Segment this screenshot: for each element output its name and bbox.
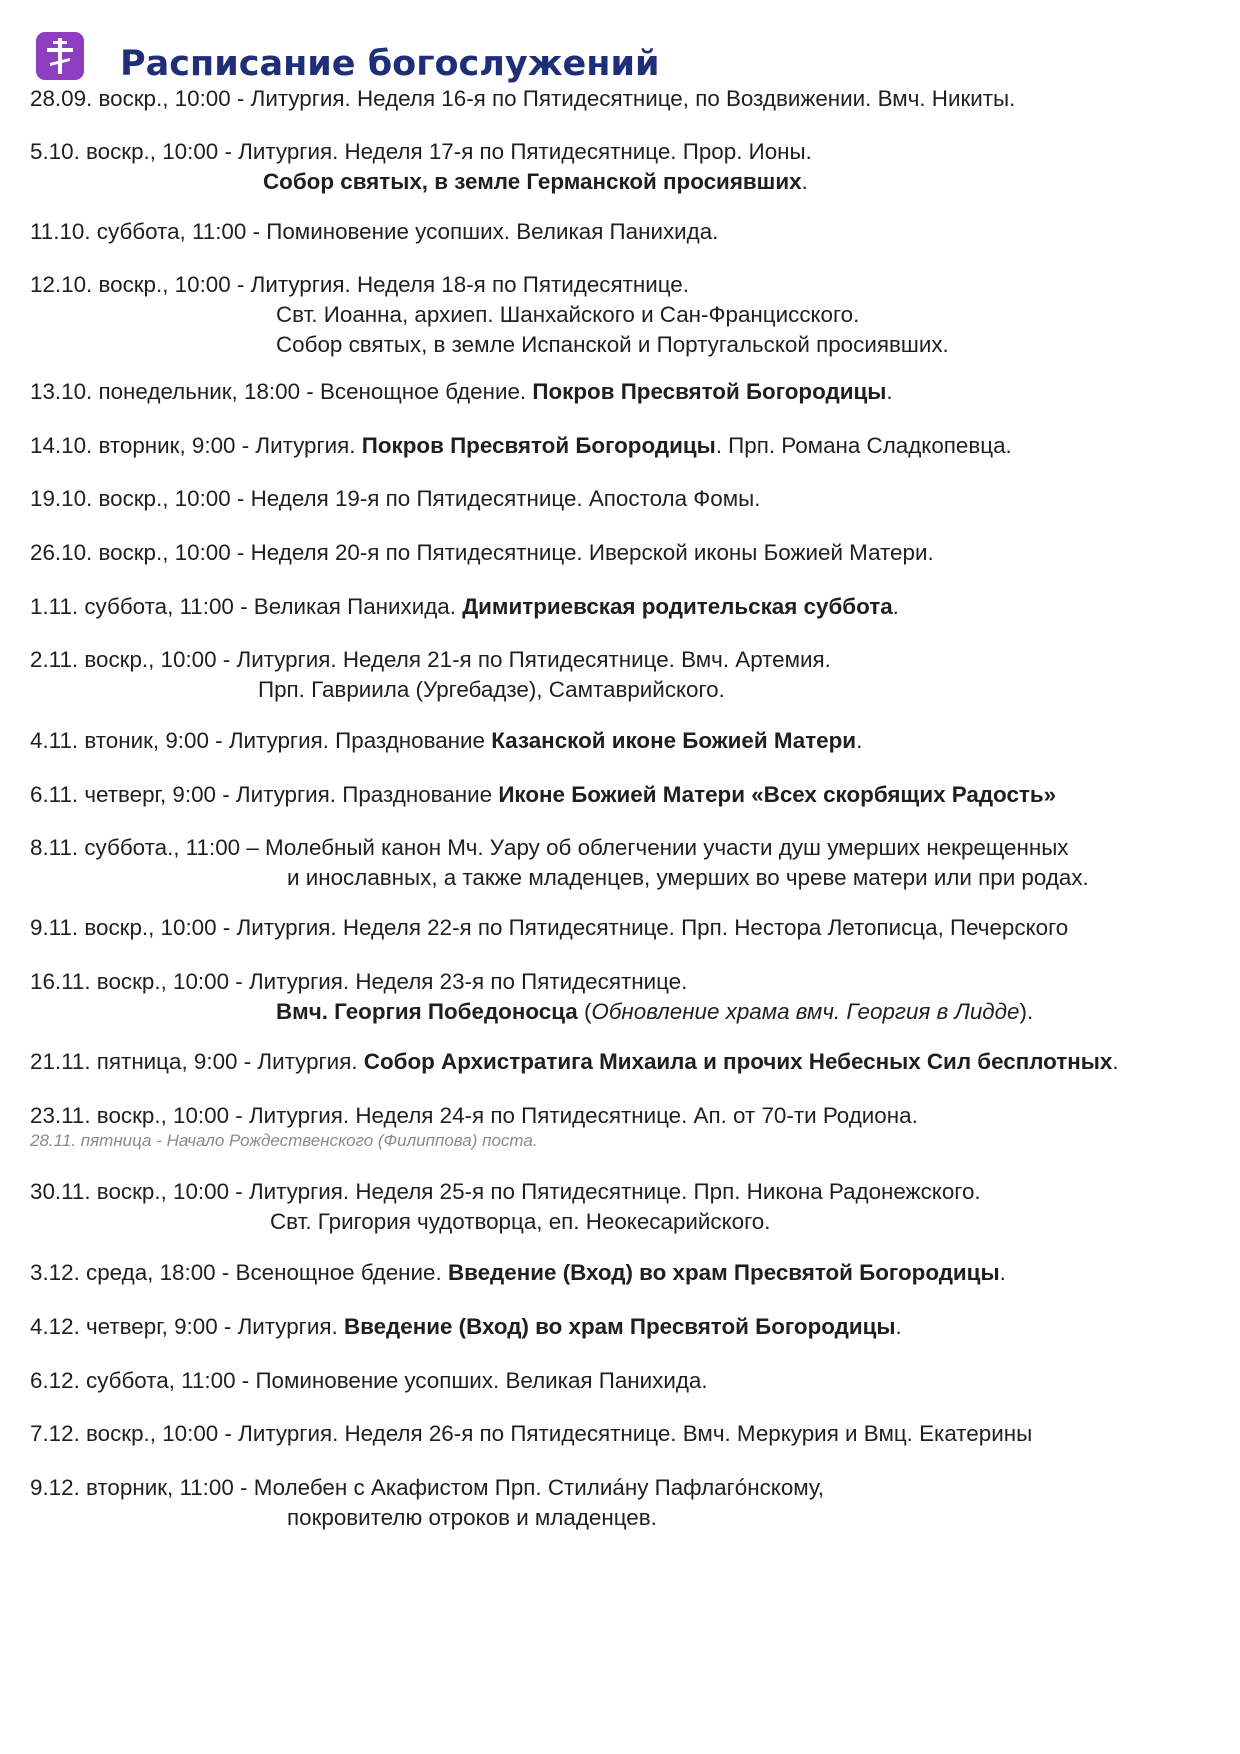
schedule-entry [30,137,812,197]
entry-service: - Поминовение усопших. Великая Панихида. [241,1368,708,1393]
entry-paren-open: ( [577,999,592,1024]
schedule-entry [30,780,1056,810]
entry-date: 8.11. суббота., 11:00 – [30,835,259,860]
entry-tail: . [892,594,899,619]
entry-service: Литургия. Неделя 23-я по Пятидесятнице. [248,969,688,994]
schedule-entry [30,1312,902,1342]
entry-service: Молебен с Акафистом Прп. Стилиáну Пафлагóнскому, [253,1475,825,1500]
entry-date: 16.11. воскр., 10:00 - [30,969,243,994]
schedule-entry [30,1258,1006,1288]
entry-date: 6.12. суббота, 11:00 [30,1368,236,1393]
entry-date: 14.10. вторник, 9:00 - [30,433,250,458]
schedule-entry [30,1101,918,1131]
entry-line: Свт. Григория чудотворца, еп. Неокесарийского. [270,1209,771,1234]
entry-line: покровителю отроков и младенцев. [287,1505,657,1530]
entry-service: - Поминовение усопших. Великая Панихида. [252,219,719,244]
entry-service: - Литургия. [223,1314,338,1339]
entry-feast: Введение (Вход) во храм Пресвятой Богородицы [447,1260,1000,1285]
orthodox-cross-icon [36,32,84,80]
entry-feast: Иконе Божией Матери «Всех скорбящих Радость» [498,782,1057,807]
schedule-entry [30,270,949,360]
entry-date: 6.11. четверг, 9:00 - [30,782,230,807]
entry-tail: . [1112,1049,1119,1074]
entry-service: Литургия. Празднование [228,728,485,753]
entry-service: Литургия. Неделя 26-я по Пятидесятнице. Вмч. Меркурия и Вмц. Екатерины [238,1421,1033,1446]
schedule-entry [30,833,1089,893]
schedule-entry [30,84,1015,114]
entry-service: Литургия. Неделя 22-я по Пятидесятнице. Прп. Нестора Летописца, Печерского [236,915,1069,940]
entry-italic-note: Обновление храма вмч. Георгия в Лидде [591,999,1020,1024]
entry-tail: . [801,169,808,194]
entry-date: 1.11. суббота, 11:00 - [30,594,248,619]
entry-date: 11.10. суббота, 11:00 [30,219,247,244]
entry-service: Неделя 19-я по Пятидесятнице. Апостола Фомы. [250,486,761,511]
entry-service: - Литургия. [243,1049,358,1074]
entry-date: 19.10. воскр., 10:00 - [30,486,245,511]
entry-date: 30.11. воскр., 10:00 - [30,1179,243,1204]
entry-service: Всенощное бдение. [319,379,527,404]
entry-service: Литургия. Неделя 18-я по Пятидесятнице. [250,272,689,297]
entry-date: 28.09. воскр., 10:00 - [30,86,245,111]
entry-date: 9.11. воскр., 10:00 - [30,915,231,940]
entry-date: 26.10. воскр., 10:00 - [30,540,245,565]
schedule-entry [30,217,718,247]
fast-note: 28.11. пятница - Начало Рождественского (Филиппова) поста. [30,1131,538,1150]
entry-feast: Покров Пресвятой Богородицы [532,379,887,404]
entry-service: Великая Панихида. [253,594,456,619]
entry-line: Свт. Иоанна, архиеп. Шанхайского и Сан-Францисского. [276,302,860,327]
entry-date: 4.11. втоник, 9:00 - [30,728,223,753]
entry-feast: Собор святых, в земле Германской просиявших [263,169,802,194]
entry-date: 9.12. вторник, 11:00 - [30,1475,248,1500]
entry-service: Литургия. Неделя 16-я по Пятидесятнице, по Воздвижении. Вмч. Никиты. [250,86,1016,111]
schedule-entry [30,1419,1032,1449]
schedule-entry [30,431,1012,461]
entry-service: Молебный канон Мч. Уару об облегчении участи душ умерших некрещенных [265,835,1069,860]
entry-line: Прп. Гавриила (Ургебадзе), Самтаврийского. [258,677,725,702]
schedule-entry [30,377,893,407]
entry-date: 23.11. воскр., 10:00 - [30,1103,243,1128]
entry-date: 7.12. воскр., 10:00 - [30,1421,232,1446]
entry-line: Собор святых, в земле Испанской и Португальской просиявших. [276,332,949,357]
entry-feast: Собор Архистратига Михаила и прочих Небесных Сил бесплотных [363,1049,1113,1074]
schedule-entry [30,1047,1119,1077]
entry-tail: . [856,728,863,753]
entry-service: Литургия. [255,433,356,458]
entry-tail: . Прп. Романа Сладкопевца. [715,433,1012,458]
entry-tail: . [999,1260,1006,1285]
schedule-entry [30,726,862,756]
schedule-entry [30,1366,708,1396]
entry-line: и инославных, а также младенцев, умерших во чреве матери или при родах. [287,865,1089,890]
entry-feast: Введение (Вход) во храм Пресвятой Богородицы [343,1314,896,1339]
schedule-entry [30,538,934,568]
entry-service: Литургия. Неделя 24-я по Пятидесятнице. Ап. от 70-ти Родиона. [248,1103,918,1128]
schedule-entry [30,967,1033,1027]
entry-date: 2.11. воскр., 10:00 - [30,647,231,672]
entry-service: Неделя 20-я по Пятидесятнице. Иверской иконы Божией Матери. [250,540,934,565]
entry-date: 12.10. воскр., 10:00 - [30,272,245,297]
schedule-entry [30,1177,981,1237]
entry-feast: Покров Пресвятой Богородицы [361,433,716,458]
entry-feast: Димитриевская родительская суббота [462,594,893,619]
schedule-entry [30,645,831,705]
entry-date: 13.10. понедельник, 18:00 - [30,379,314,404]
entry-service: Литургия. Неделя 21-я по Пятидесятнице. Вмч. Артемия. [236,647,831,672]
schedule-entry [30,1473,824,1533]
schedule-entry [30,913,1068,943]
schedule-entry [30,592,899,622]
schedule-entry [30,484,760,514]
entry-tail: . [895,1314,902,1339]
page-title: Расписание богослужений [120,44,660,84]
entry-service: - Всенощное бдение. [221,1260,442,1285]
entry-feast: Вмч. Георгия Победоносца [276,999,578,1024]
entry-date: 3.12. среда, 18:00 [30,1260,216,1285]
entry-date: 4.12. четверг, 9:00 [30,1314,218,1339]
entry-service: Литургия. Неделя 25-я по Пятидесятнице. Прп. Никона Радонежского. [248,1179,981,1204]
entry-service: Литургия. Неделя 17-я по Пятидесятнице. Прор. Ионы. [238,139,812,164]
entry-service: Литургия. Празднование [235,782,493,807]
entry-date: 21.11. пятница, 9:00 [30,1049,238,1074]
entry-paren-close: ). [1019,999,1034,1024]
entry-tail: . [886,379,893,404]
entry-feast: Казанской иконе Божией Матери [491,728,857,753]
entry-date: 5.10. воскр., 10:00 - [30,139,232,164]
